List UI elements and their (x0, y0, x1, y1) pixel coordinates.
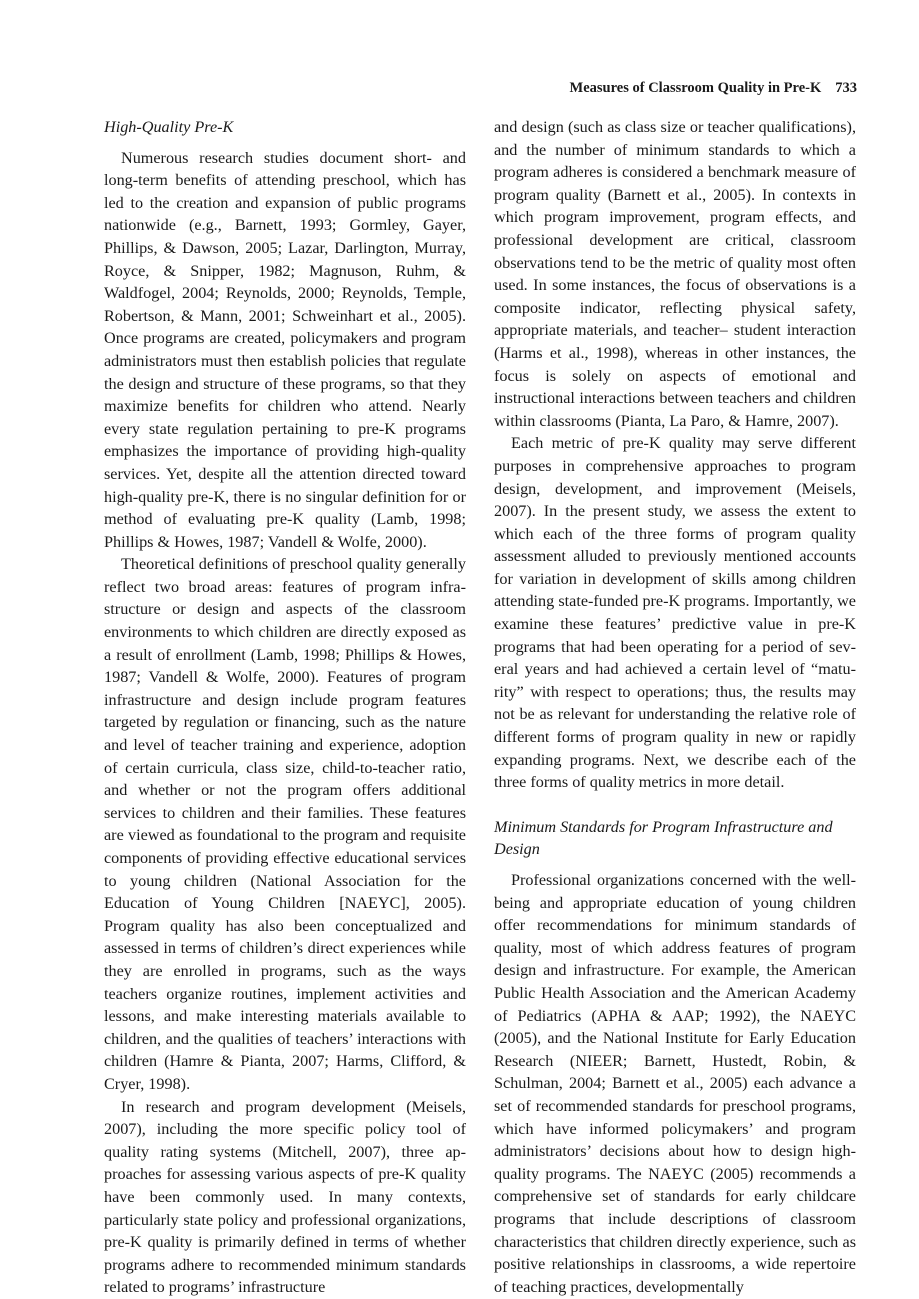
section-heading-minimum-standards: Minimum Standards for Program Infrastructure and Design (494, 817, 833, 859)
right-column (494, 116, 856, 1298)
body-paragraph: In research and program development (Meisels, 2007), including the more specific policy tool of quality rating systems (Mitchell, 2007), three approaches for assessing various aspects of pre-K quality have been commonly used. In many contexts, particularly state policy and professional organizations, pre-K quality is primarily defined in terms of whether programs adhere to recommended minimum standards related to programs’ infrastructure (104, 1097, 466, 1297)
running-head (570, 80, 857, 97)
section-heading-high-quality-prek: High-Quality Pre-K (104, 118, 234, 136)
body-paragraph: Professional organizations concerned with the well-being and appropriate education of young children offer recommendations for minimum standards of quality, most of which address features of program design and infrastructure. For example, the American Public Health Association and the American Academy of Pediatrics (APHA & AAP; 1992), the NAEYC (2005), and the National Institute for Early Education Research (NIEER; Barnett, Hustedt, Robin, & Schulman, 2004; Barnett et al., 2005) each advance a set of recommended standards for preschool programs, which have informed policymakers’ and program administrators’ decisions about how to design high-quality programs. The NAEYC (2005) recommends a comprehensive set of standards for early childcare programs that include descriptions of classroom characteristics that children directly experience, such as positive relationships in classrooms, a wide repertoire of teaching practices, developmentally (494, 871, 856, 1296)
body-paragraph: Numerous research studies document short- and long-term benefits of attending preschool, which has led to the creation and expansion of public programs nationwide (e.g., Barnett, 1993; Gormley, Gayer, Phillips, & Dawson, 2005; Lazar, Darlington, Murray, Royce, & Snipper, 1982; Magnuson, Ruhm, & Waldfogel, 2004; Reynolds, 2000; Reynolds, Temple, Robertson, & Mann, 2001; Schweinhart et al., 2005). Once programs are created, policymakers and program administrators must then establish policies that regulate the design and structure of these programs, so that they maximize benefits for children who attend. Nearly every state regulation pertaining to pre-K programs emphasizes the importance of providing high-quality services. Yet, despite all the attention directed toward high-quality pre-K, there is no singular definition for or method of evaluating pre-K quality (Lamb, 1998; Phillips & Howes, 1987; Vandell & Wolfe, 2000). (104, 148, 466, 551)
left-column (104, 116, 466, 1299)
body-paragraph: Theoretical definitions of preschool quality generally reflect two broad areas: features of program infrastructure or design and aspects of the classroom environments to which children are directly exposed as a result of enrollment (Lamb, 1998; Phillips & Howes, 1987; Vandell & Wolfe, 2000). Features of program infrastructure and design include program features targeted by regulation or financing, such as the nature and level of teacher training and experience, adoption of certain curricula, class size, child-to-teacher ratio, and whether or not the program offers additional services to children and their families. These features are viewed as foundational to the program and requisite components of providing effective educational services to young children (National Association for the Education of Young Children [NAEYC], 2005). Program quality has also been conceptualized and assessed in terms of children’s direct experiences while they are enrolled in programs, such as the ways teachers organize routines, implement activities and lessons, and make interesting materials available to children, and the qualities of teachers’ interactions with children (Hamre & Pianta, 2007; Harms, Clifford, & Cryer, 1998). (104, 555, 466, 1093)
body-paragraph: Each metric of pre-K quality may serve different purposes in comprehensive approaches to program design, development, and improvement (Meisels, 2007). In the present study, we assess the extent to which each of the three forms of program quality assessment alluded to previously mentioned accounts for variation in development of skills among children attending state-funded pre-K programs. Importantly, we examine these features’ predictive value in pre-K programs that had been operating for a period of several years and had achieved a certain level of “maturity” with respect to operations; thus, the results may not be as relevant for understanding the relative role of different forms of program quality in new or rapidly expanding programs. Next, we describe each of the three forms of quality metrics in more detail. (494, 434, 856, 792)
page-number: 733 (835, 80, 857, 96)
running-title: Measures of Classroom Quality in Pre-K (569, 80, 822, 96)
body-paragraph-continuation: and design (such as class size or teacher qualifications), and the number of minimum standards to which a program adheres is considered a benchmark measure of program quality (Barnett et al., 2005). In contexts in which program improvement, program effects, and professional development are critical, classroom observations tend to be the metric of quality most often used. In some instances, the focus of observations is a composite indicator, reflecting physical safety, appropriate materials, and teacher– student interaction (Harms et al., 1998), whereas in other instances, the focus is solely on aspects of emotional and instructional interactions between teachers and children within classrooms (Pianta, La Paro, & Hamre, 2007). (494, 118, 856, 430)
